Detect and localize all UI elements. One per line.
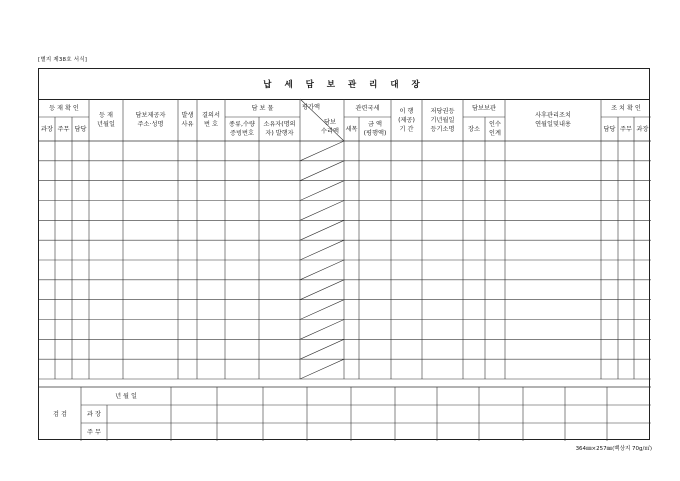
header-reg-deputy: 주무 bbox=[57, 125, 70, 133]
footer-deputy: 주 무 bbox=[87, 428, 101, 436]
header-reg-confirm: 등 재 확 인 bbox=[49, 104, 79, 112]
header-action-confirm: 조 치 확 인 bbox=[611, 104, 641, 112]
header-provider: 담보제공자 주소·성명 bbox=[135, 112, 166, 128]
header-collateral: 담 보 물 bbox=[251, 104, 274, 112]
header-act-chief: 과장 bbox=[636, 125, 649, 133]
header-collateral-kind: 종류,수량 증빙번호 bbox=[229, 121, 255, 137]
header-related-tax: 관련국세 bbox=[355, 104, 380, 112]
header-decision-no: 결의서 번 호 bbox=[202, 112, 220, 128]
footer-chief: 과 장 bbox=[87, 410, 101, 418]
header-tax-amount: 금 액 (평행액) bbox=[363, 121, 387, 137]
header-followup: 사후관리조치 연월일및내용 bbox=[535, 112, 571, 128]
tax-collateral-ledger bbox=[38, 68, 650, 440]
header-reg-date: 등 재 년월일 bbox=[97, 112, 115, 128]
header-receipt-amount: 담보 수리액 bbox=[321, 119, 339, 135]
header-custody-handover: 인수 인계 bbox=[489, 121, 501, 137]
footer-date: 년 월 일 bbox=[115, 392, 137, 400]
header-tax-item: 세목 bbox=[345, 125, 358, 133]
header-act-deputy: 주무 bbox=[620, 125, 632, 133]
form-number-label: [별지 제38호 서식] bbox=[38, 57, 88, 63]
header-reg-chief: 과장 bbox=[41, 125, 53, 133]
header-registry: 저당권등 기년월일 등기소명 bbox=[430, 107, 455, 133]
header-act-officer: 담당 bbox=[603, 125, 616, 133]
ledger-title: 납 세 담 보 관 리 대 장 bbox=[263, 80, 425, 90]
header-custody-place: 장소 bbox=[468, 125, 480, 133]
paper-spec-note: 364㎜×257㎜(백상지 70g/㎡) bbox=[575, 446, 652, 452]
header-appraisal: 평가액 bbox=[302, 103, 320, 111]
header-collateral-owner: 소유자(명의 자) 발행자 bbox=[263, 121, 296, 137]
footer-inspection: 검 검 bbox=[53, 410, 67, 418]
header-custody: 담보보관 bbox=[472, 104, 496, 112]
header-reason: 발생 사유 bbox=[181, 112, 194, 128]
header-reg-officer: 담당 bbox=[74, 125, 87, 133]
header-period: 이 행 (제공) 기 간 bbox=[398, 107, 415, 133]
